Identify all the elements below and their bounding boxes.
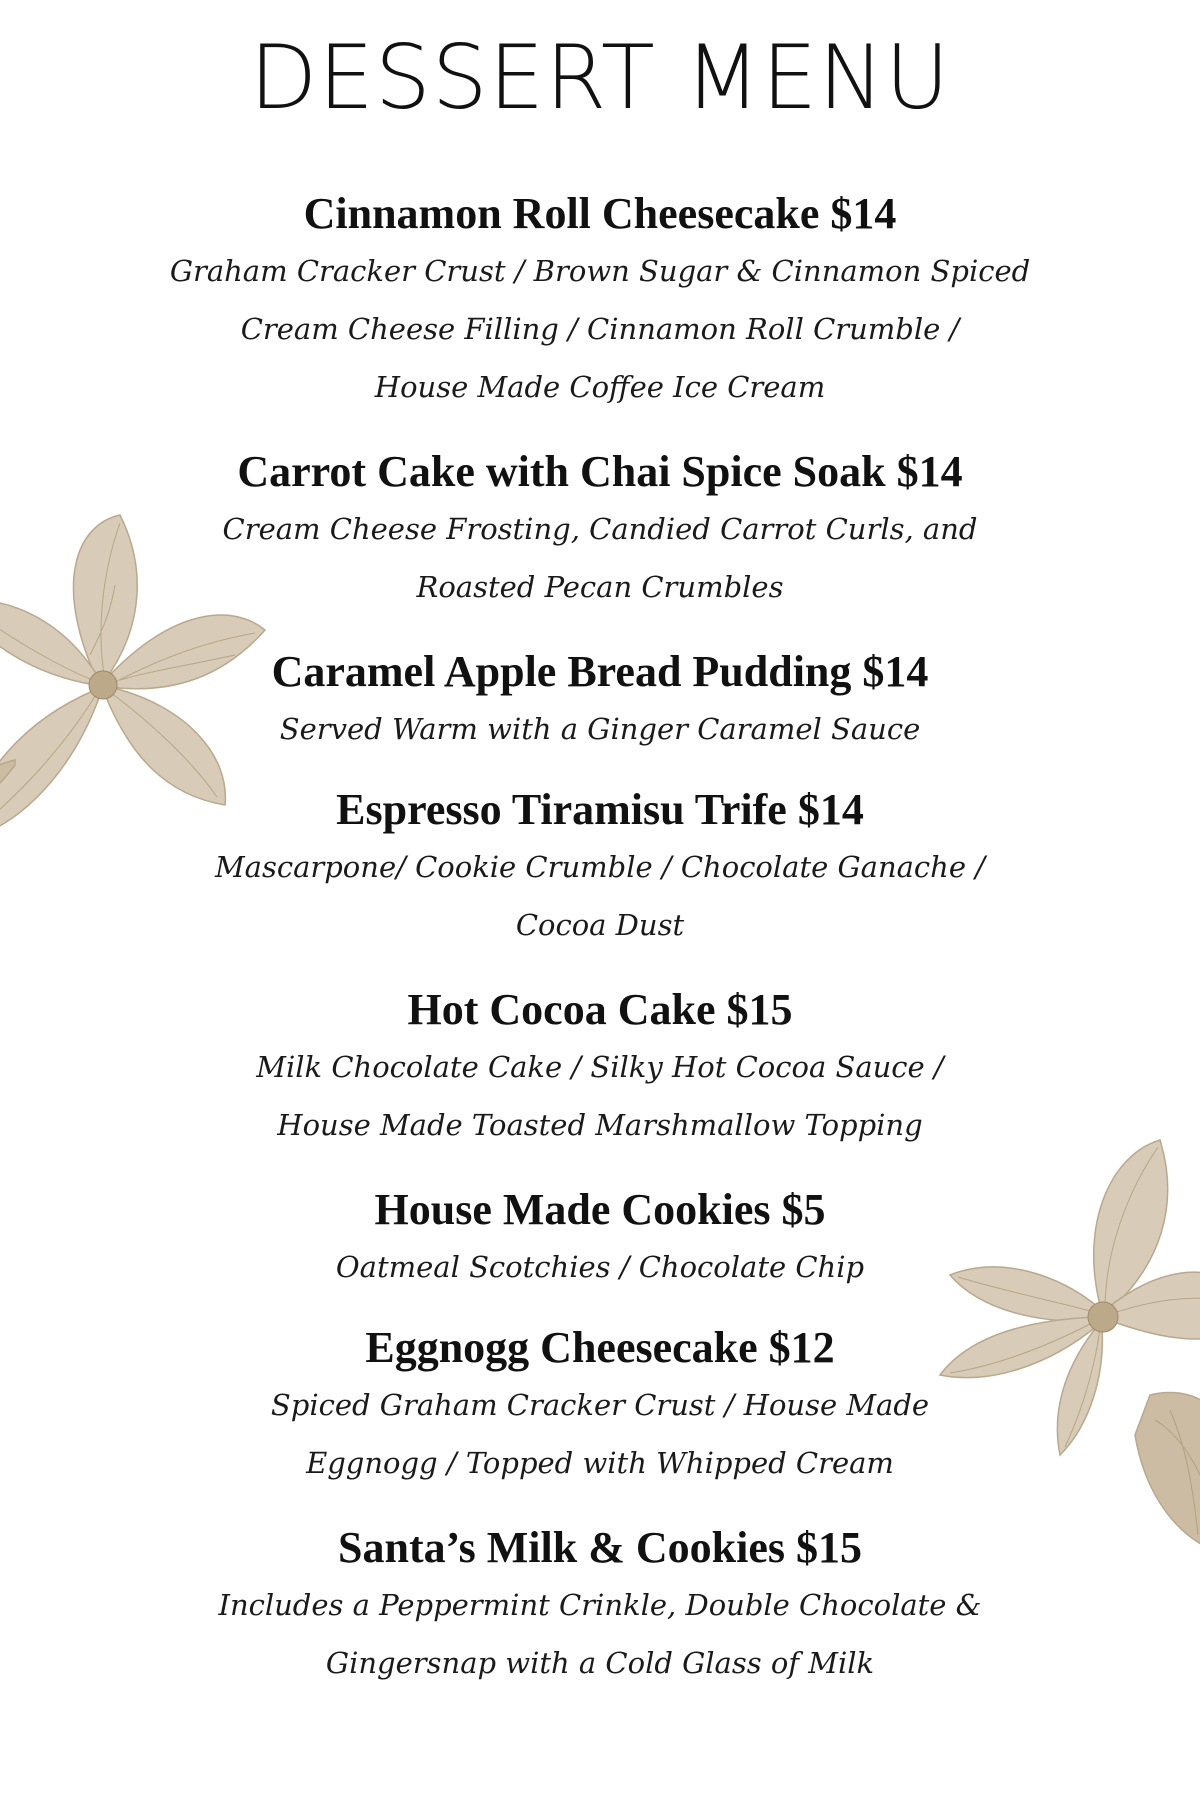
item-name: Caramel Apple Bread Pudding [271,647,852,696]
item-description-line: Mascarpone/ Cookie Crumble / Chocolate Ganache / [214,850,985,884]
item-description-line: Cocoa Dust [515,908,685,942]
item-description-line: House Made Coffee Ice Cream [374,370,826,404]
item-name: Carrot Cake with Chai Spice Soak [237,447,886,496]
item-description-line: Cream Cheese Filling / Cinnamon Roll Crumble / [240,312,960,346]
item-description-line: Roasted Pecan Crumbles [416,570,784,604]
menu-items [80,186,1120,1692]
item-price: $15 [795,1523,862,1572]
item-description-line: House Made Toasted Marshmallow Topping [277,1108,923,1142]
item-description-line: Served Warm with a Ginger Caramel Sauce [279,712,921,746]
item-price: $14 [797,785,864,834]
item-name: Eggnogg Cheesecake [365,1323,758,1372]
menu-item [80,644,1120,758]
item-name: Cinnamon Roll Cheesecake [303,189,820,238]
item-description-line: Gingersnap with a Cold Glass of Milk [325,1646,875,1680]
menu-item [80,1320,1120,1492]
menu-item [80,444,1120,616]
item-description-line: Graham Cracker Crust / Brown Sugar & Cinnamon Spiced [169,254,1031,288]
item-price: $15 [726,985,793,1034]
menu-title: DESSERT MENU [249,26,951,129]
item-heading [80,444,1120,500]
menu-item [80,782,1120,954]
item-name: House Made Cookies [374,1185,771,1234]
item-heading [80,186,1120,242]
item-description-line: Includes a Peppermint Crinkle, Double Chocolate & [218,1588,982,1622]
item-price: $14 [896,447,963,496]
item-description-line: Milk Chocolate Cake / Silky Hot Cocoa Sauce / [256,1050,944,1084]
item-description-line: Oatmeal Scotchies / Chocolate Chip [335,1250,865,1284]
item-description-line: Cream Cheese Frosting, Candied Carrot Curls, and [222,512,978,546]
menu-item [80,982,1120,1154]
item-description-line: Eggnogg / Topped with Whipped Cream [306,1446,894,1480]
item-name: Hot Cocoa Cake [407,985,716,1034]
menu-item [80,1520,1120,1692]
item-price: $14 [830,189,897,238]
item-name: Espresso Tiramisu Trife [336,785,787,834]
item-heading [80,1520,1120,1576]
menu-item [80,1182,1120,1296]
item-heading [80,1320,1120,1376]
item-heading [80,982,1120,1038]
item-price: $14 [862,647,929,696]
item-heading [80,644,1120,700]
item-description-line: Spiced Graham Cracker Crust / House Made [270,1388,930,1422]
item-price: $5 [781,1185,826,1234]
item-heading [80,782,1120,838]
item-price: $12 [768,1323,835,1372]
item-heading [80,1182,1120,1238]
menu-item [80,186,1120,416]
item-name: Santa’s Milk & Cookies [338,1523,785,1572]
